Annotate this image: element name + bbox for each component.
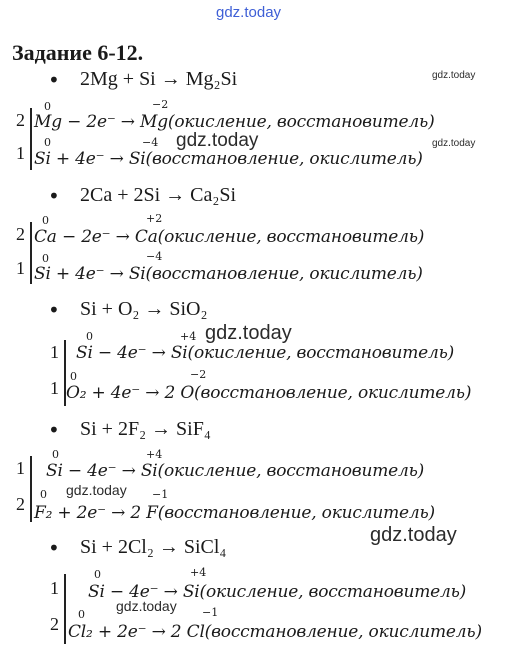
oxidation-state: −4	[142, 136, 159, 149]
half-reaction: Mg − 2e⁻ → Mg(окисление, восстановитель)	[34, 112, 435, 132]
oxidation-state: −4	[146, 250, 163, 263]
watermark-small: gdz.today	[432, 70, 476, 81]
watermark-large: gdz.today	[205, 322, 292, 344]
watermark-large: gdz.today	[176, 130, 259, 151]
oxidation-state: −2	[152, 98, 169, 111]
oxidation-state: 0	[52, 448, 59, 461]
oxidation-state: +2	[146, 212, 163, 225]
coefficient: 2	[16, 110, 25, 130]
reaction-3-equation: Si + O₂ → SiO₂	[80, 298, 208, 320]
watermark-small: gdz.today	[432, 138, 476, 149]
oxidation-state: 0	[40, 488, 47, 501]
bullet-5: •	[48, 536, 60, 560]
reaction-1-equation: 2Mg + Si → Mg₂Si	[80, 68, 238, 90]
oxidation-state: 0	[44, 100, 51, 113]
page-title: Задание 6-12.	[12, 40, 144, 65]
oxidation-state: +4	[146, 448, 163, 461]
coefficient: 1	[50, 578, 59, 598]
oxidation-state: 0	[70, 370, 77, 383]
oxidation-state: 0	[42, 252, 49, 265]
oxidation-state: 0	[94, 568, 101, 581]
oxidation-state: +4	[180, 330, 197, 343]
half-reaction: Si − 4e⁻ → Si(окисление, восстановитель)	[88, 582, 467, 602]
reaction-2-equation: 2Ca + 2Si → Ca₂Si	[80, 184, 237, 206]
coefficient: 1	[16, 258, 25, 278]
balance-bar-1	[30, 108, 32, 170]
oxidation-state: −1	[202, 606, 219, 619]
watermark-medium: gdz.today	[116, 598, 177, 614]
coefficient: 1	[16, 143, 25, 163]
half-reaction: Si − 4e⁻ → Si(окисление, восстановитель)	[76, 343, 455, 363]
coefficient: 2	[16, 224, 25, 244]
coefficient: 2	[50, 614, 59, 634]
balance-bar-2	[30, 222, 32, 284]
half-reaction: Cl₂ + 2e⁻ → 2 Cl(восстановление, окислитель)	[68, 622, 482, 642]
coefficient: 1	[16, 458, 25, 478]
oxidation-state: +4	[190, 566, 207, 579]
half-reaction: O₂ + 4e⁻ → 2 O(восстановление, окислитель)	[66, 383, 472, 403]
reaction-5-equation: Si + 2Cl₂ → SiCl₄	[80, 536, 227, 558]
oxidation-state: −2	[190, 368, 207, 381]
half-reaction: Si − 4e⁻ → Si(окисление, восстановитель)	[46, 461, 425, 481]
oxidation-state: 0	[78, 608, 85, 621]
half-reaction: Ca − 2e⁻ → Ca(окисление, восстановитель)	[34, 227, 425, 247]
bullet-4: •	[48, 418, 60, 442]
coefficient: 1	[50, 342, 59, 362]
bullet-3: •	[48, 298, 60, 322]
reaction-4-equation: Si + 2F₂ → SiF₄	[80, 418, 211, 440]
balance-bar-4	[30, 456, 32, 522]
oxidation-state: 0	[44, 136, 51, 149]
bullet-1: •	[48, 68, 60, 92]
half-reaction: Si + 4e⁻ → Si(восстановление, окислитель)	[34, 149, 423, 169]
bullet-2: •	[48, 184, 60, 208]
watermark-medium: gdz.today	[66, 482, 127, 498]
oxidation-state: 0	[42, 214, 49, 227]
balance-bar-5	[64, 574, 66, 644]
watermark-large: gdz.today	[370, 524, 457, 546]
oxidation-state: −1	[152, 488, 169, 501]
coefficient: 1	[50, 378, 59, 398]
half-reaction: Si + 4e⁻ → Si(восстановление, окислитель)	[34, 264, 423, 284]
watermark-top: gdz.today	[216, 4, 282, 21]
half-reaction: F₂ + 2e⁻ → 2 F(восстановление, окислитель)	[34, 503, 435, 523]
coefficient: 2	[16, 494, 25, 514]
oxidation-state: 0	[86, 330, 93, 343]
